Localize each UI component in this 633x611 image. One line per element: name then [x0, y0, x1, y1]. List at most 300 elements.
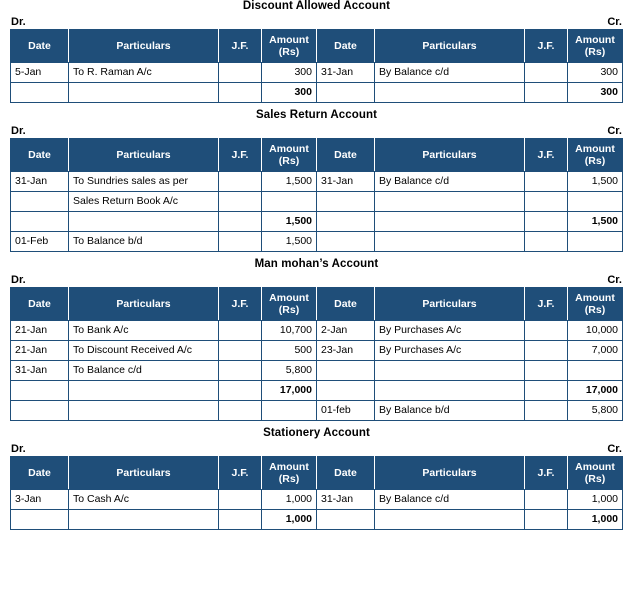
debit-col-date: [11, 30, 69, 63]
cell-amount-credit: [568, 401, 623, 421]
debit-particulars-text: To Sundries sales as per: [73, 175, 188, 187]
ledger-table: [10, 456, 623, 530]
col-header-amount-line1: Amount: [269, 143, 309, 155]
cell-date-debit: [11, 401, 69, 421]
credit-jf-text: [525, 490, 567, 509]
credit-date-text: [317, 381, 374, 400]
credit-col-date: [317, 457, 375, 490]
credit-col-date: [317, 30, 375, 63]
cell-amount-debit: [262, 63, 317, 83]
cell-jf-debit: [219, 490, 262, 510]
credit-jf-text: [525, 321, 567, 340]
credit-particulars-text: [375, 232, 524, 251]
col-header-amount-line2: (Rs): [278, 155, 300, 167]
credit-amount-text: 5,800: [591, 404, 618, 416]
cell-jf-debit: [219, 361, 262, 381]
table-body: [11, 321, 623, 421]
col-header-amount-line2: (Rs): [278, 473, 300, 485]
cell-amount-credit: [568, 212, 623, 232]
account-title: Discount Allowed Account: [242, 0, 391, 12]
debit-amount-text: 1,500: [285, 215, 312, 227]
col-header-particulars-text: Particulars: [116, 298, 171, 310]
col-header-jf-text: J.F.: [537, 467, 555, 479]
credit-col-amount: [568, 30, 623, 63]
credit-amount-text: 1,000: [591, 493, 618, 505]
debit-date-text: 31-Jan: [15, 175, 48, 187]
cell-date-debit: [11, 381, 69, 401]
debit-particulars-text: Sales Return Book A/c: [73, 195, 179, 207]
table-header: [11, 288, 623, 321]
cell-particulars-credit: [375, 401, 525, 421]
credit-particulars-text: [375, 510, 524, 529]
cell-particulars-credit: [375, 381, 525, 401]
credit-col-jf: [525, 457, 568, 490]
credit-date-text: 31-Jan: [321, 66, 354, 78]
cell-date-credit: [317, 341, 375, 361]
credit-date-text: [317, 212, 374, 231]
cell-particulars-debit: [69, 490, 219, 510]
debit-particulars-text: To Bank A/c: [73, 324, 129, 336]
ledger-table: [10, 287, 623, 421]
col-header-amount-line1: Amount: [269, 34, 309, 46]
cell-date-credit: [317, 63, 375, 83]
cell-amount-credit: [568, 490, 623, 510]
col-header-amount-line2: (Rs): [584, 155, 606, 167]
cell-amount-debit: [262, 341, 317, 361]
cell-date-credit: [317, 361, 375, 381]
credit-jf-text: [525, 63, 567, 82]
cr-label: Cr.: [607, 274, 622, 286]
debit-date-text: 3-Jan: [15, 493, 42, 505]
debit-date-text: 01-Feb: [15, 235, 49, 247]
table-row: [11, 321, 623, 341]
account-title: Sales Return Account: [255, 109, 378, 121]
debit-particulars-text: [69, 381, 218, 400]
ledger-account-block: [10, 0, 623, 103]
cell-particulars-debit: [69, 63, 219, 83]
cell-amount-debit: [262, 510, 317, 530]
credit-particulars-text: By Balance b/d: [379, 404, 450, 416]
col-header-amount-line1: Amount: [269, 461, 309, 473]
cell-jf-debit: [219, 83, 262, 103]
table-row: [11, 361, 623, 381]
debit-jf-text: [219, 212, 261, 231]
credit-particulars-text: [375, 361, 524, 380]
dr-cr-labels: [10, 16, 623, 28]
credit-jf-text: [525, 232, 567, 251]
debit-col-amount: [262, 457, 317, 490]
credit-jf-text: [525, 341, 567, 360]
cell-amount-credit: [568, 172, 623, 192]
debit-jf-text: [219, 63, 261, 82]
credit-particulars-text: [375, 381, 524, 400]
credit-col-particulars: [375, 457, 525, 490]
col-header-amount-line2: (Rs): [278, 46, 300, 58]
debit-jf-text: [219, 341, 261, 360]
cell-amount-debit: [262, 490, 317, 510]
table-row: [11, 192, 623, 212]
col-header-jf-text: J.F.: [231, 40, 249, 52]
table-header: [11, 30, 623, 63]
dr-label: Dr.: [11, 443, 26, 455]
debit-amount-text: [262, 192, 316, 211]
col-header-jf-text: J.F.: [231, 149, 249, 161]
cell-particulars-credit: [375, 63, 525, 83]
cell-particulars-credit: [375, 490, 525, 510]
cell-amount-debit: [262, 401, 317, 421]
cell-particulars-debit: [69, 192, 219, 212]
col-header-jf-text: J.F.: [537, 298, 555, 310]
debit-jf-text: [219, 192, 261, 211]
cell-jf-debit: [219, 232, 262, 252]
col-header-particulars-text: Particulars: [116, 467, 171, 479]
debit-jf-text: [219, 510, 261, 529]
col-header-jf-text: J.F.: [537, 40, 555, 52]
cell-amount-debit: [262, 172, 317, 192]
table-body: [11, 490, 623, 530]
cell-date-debit: [11, 341, 69, 361]
table-row: [11, 510, 623, 530]
cell-date-debit: [11, 490, 69, 510]
col-header-date-text: Date: [28, 467, 51, 479]
credit-date-text: [317, 83, 374, 102]
cell-particulars-credit: [375, 361, 525, 381]
cell-date-credit: [317, 172, 375, 192]
debit-date-text: [11, 192, 68, 211]
credit-jf-text: [525, 361, 567, 380]
debit-col-date: [11, 139, 69, 172]
col-header-date-text: Date: [334, 149, 357, 161]
credit-col-amount: [568, 457, 623, 490]
col-header-particulars-text: Particulars: [422, 298, 477, 310]
cell-amount-credit: [568, 192, 623, 212]
debit-amount-text: 1,500: [285, 235, 312, 247]
debit-amount-text: [262, 401, 316, 420]
cell-date-debit: [11, 321, 69, 341]
cell-particulars-credit: [375, 321, 525, 341]
cell-particulars-credit: [375, 172, 525, 192]
credit-date-text: 2-Jan: [321, 324, 348, 336]
cell-date-debit: [11, 83, 69, 103]
cell-amount-debit: [262, 212, 317, 232]
debit-amount-text: 1,500: [285, 175, 312, 187]
cell-amount-debit: [262, 381, 317, 401]
debit-date-text: 21-Jan: [15, 344, 48, 356]
debit-col-jf: [219, 30, 262, 63]
col-header-jf-text: J.F.: [231, 298, 249, 310]
debit-date-text: 5-Jan: [15, 66, 42, 78]
cell-date-credit: [317, 401, 375, 421]
cell-particulars-debit: [69, 510, 219, 530]
debit-amount-text: 1,000: [285, 493, 312, 505]
table-row: [11, 172, 623, 192]
debit-particulars-text: To Balance b/d: [73, 235, 143, 247]
credit-particulars-text: By Balance c/d: [379, 493, 450, 505]
dr-label: Dr.: [11, 125, 26, 137]
col-header-amount-line1: Amount: [575, 461, 615, 473]
debit-col-jf: [219, 288, 262, 321]
col-header-jf-text: J.F.: [537, 149, 555, 161]
cell-jf-credit: [525, 212, 568, 232]
credit-jf-text: [525, 172, 567, 191]
cell-amount-credit: [568, 341, 623, 361]
debit-amount-text: 1,000: [285, 513, 312, 525]
cell-particulars-debit: [69, 341, 219, 361]
debit-jf-text: [219, 361, 261, 380]
credit-date-text: [317, 361, 374, 380]
cell-date-credit: [317, 321, 375, 341]
cell-amount-credit: [568, 63, 623, 83]
ledger-table: [10, 138, 623, 252]
dr-label: Dr.: [11, 16, 26, 28]
cell-particulars-credit: [375, 192, 525, 212]
cell-jf-debit: [219, 510, 262, 530]
debit-col-jf: [219, 457, 262, 490]
debit-col-amount: [262, 30, 317, 63]
credit-amount-text: 10,000: [585, 324, 618, 336]
cell-jf-credit: [525, 232, 568, 252]
col-header-particulars-text: Particulars: [422, 40, 477, 52]
debit-particulars-text: To Discount Received A/c: [73, 344, 193, 356]
debit-col-amount: [262, 288, 317, 321]
credit-col-jf: [525, 30, 568, 63]
debit-date-text: [11, 212, 68, 231]
debit-col-particulars: [69, 139, 219, 172]
col-header-amount-line1: Amount: [269, 292, 309, 304]
cell-date-credit: [317, 83, 375, 103]
table-row: [11, 232, 623, 252]
table-row: [11, 83, 623, 103]
table-row: [11, 63, 623, 83]
cell-jf-credit: [525, 321, 568, 341]
credit-amount-text: [568, 361, 622, 380]
debit-amount-text: 17,000: [279, 384, 312, 396]
credit-date-text: 01-feb: [321, 404, 351, 416]
credit-particulars-text: By Balance c/d: [379, 175, 450, 187]
cell-amount-debit: [262, 192, 317, 212]
cell-particulars-debit: [69, 172, 219, 192]
credit-particulars-text: [375, 192, 524, 211]
cell-jf-debit: [219, 212, 262, 232]
debit-jf-text: [219, 172, 261, 191]
credit-date-text: 31-Jan: [321, 175, 354, 187]
col-header-date-text: Date: [28, 149, 51, 161]
col-header-amount-line2: (Rs): [584, 473, 606, 485]
cell-date-credit: [317, 232, 375, 252]
cell-amount-credit: [568, 321, 623, 341]
credit-amount-text: 1,000: [591, 513, 618, 525]
table-header: [11, 457, 623, 490]
credit-col-particulars: [375, 288, 525, 321]
cell-particulars-credit: [375, 83, 525, 103]
table-header: [11, 139, 623, 172]
cell-particulars-debit: [69, 232, 219, 252]
col-header-amount-line2: (Rs): [584, 46, 606, 58]
cell-amount-credit: [568, 83, 623, 103]
cell-jf-debit: [219, 381, 262, 401]
dr-cr-labels: [10, 274, 623, 286]
cell-jf-credit: [525, 510, 568, 530]
debit-date-text: [11, 401, 68, 420]
cell-amount-credit: [568, 361, 623, 381]
credit-amount-text: 300: [600, 66, 618, 78]
ledger-account-block: [10, 109, 623, 252]
credit-jf-text: [525, 510, 567, 529]
col-header-date-text: Date: [334, 298, 357, 310]
debit-particulars-text: [69, 510, 218, 529]
cell-jf-credit: [525, 63, 568, 83]
col-header-amount-line1: Amount: [575, 143, 615, 155]
cell-particulars-debit: [69, 212, 219, 232]
cell-amount-credit: [568, 381, 623, 401]
cell-amount-debit: [262, 232, 317, 252]
credit-jf-text: [525, 401, 567, 420]
dr-label: Dr.: [11, 274, 26, 286]
col-header-date-text: Date: [334, 40, 357, 52]
cell-amount-debit: [262, 321, 317, 341]
cell-jf-debit: [219, 401, 262, 421]
cell-jf-credit: [525, 490, 568, 510]
cell-jf-credit: [525, 83, 568, 103]
col-header-particulars-text: Particulars: [116, 149, 171, 161]
cr-label: Cr.: [607, 16, 622, 28]
cell-date-debit: [11, 172, 69, 192]
debit-col-particulars: [69, 30, 219, 63]
credit-col-jf: [525, 288, 568, 321]
cell-particulars-debit: [69, 321, 219, 341]
debit-amount-text: 300: [294, 86, 312, 98]
debit-col-date: [11, 457, 69, 490]
cell-particulars-credit: [375, 232, 525, 252]
credit-amount-text: [568, 232, 622, 251]
cell-date-credit: [317, 510, 375, 530]
ledger-account-block: [10, 258, 623, 421]
cr-label: Cr.: [607, 125, 622, 137]
debit-col-particulars: [69, 457, 219, 490]
cell-date-debit: [11, 212, 69, 232]
debit-particulars-text: To Cash A/c: [73, 493, 130, 505]
debit-particulars-text: [69, 212, 218, 231]
cell-particulars-credit: [375, 341, 525, 361]
credit-particulars-text: [375, 212, 524, 231]
debit-particulars-text: [69, 83, 218, 102]
debit-amount-text: 10,700: [279, 324, 312, 336]
ledger-account-block: [10, 427, 623, 530]
table-row: [11, 381, 623, 401]
cr-label: Cr.: [607, 443, 622, 455]
cell-date-debit: [11, 63, 69, 83]
dr-cr-labels: [10, 125, 623, 137]
credit-particulars-text: [375, 83, 524, 102]
credit-col-particulars: [375, 139, 525, 172]
cell-jf-credit: [525, 361, 568, 381]
cell-particulars-debit: [69, 83, 219, 103]
debit-date-text: 21-Jan: [15, 324, 48, 336]
cell-date-debit: [11, 361, 69, 381]
table-body: [11, 172, 623, 252]
debit-particulars-text: [69, 401, 218, 420]
cell-amount-credit: [568, 510, 623, 530]
ledger-table: [10, 29, 623, 103]
credit-col-amount: [568, 139, 623, 172]
debit-jf-text: [219, 321, 261, 340]
table-row: [11, 490, 623, 510]
cell-jf-debit: [219, 172, 262, 192]
credit-col-amount: [568, 288, 623, 321]
credit-date-text: [317, 232, 374, 251]
dr-cr-labels: [10, 443, 623, 455]
col-header-date-text: Date: [334, 467, 357, 479]
cell-amount-debit: [262, 361, 317, 381]
debit-col-date: [11, 288, 69, 321]
cell-amount-debit: [262, 83, 317, 103]
credit-amount-text: 1,500: [591, 175, 618, 187]
col-header-date-text: Date: [28, 40, 51, 52]
credit-jf-text: [525, 83, 567, 102]
cell-date-credit: [317, 212, 375, 232]
cell-particulars-debit: [69, 401, 219, 421]
debit-date-text: [11, 83, 68, 102]
cell-date-credit: [317, 490, 375, 510]
col-header-amount-line1: Amount: [575, 292, 615, 304]
credit-jf-text: [525, 212, 567, 231]
cell-jf-debit: [219, 321, 262, 341]
credit-date-text: [317, 510, 374, 529]
cell-jf-credit: [525, 401, 568, 421]
table-row: [11, 212, 623, 232]
cell-date-credit: [317, 192, 375, 212]
credit-particulars-text: By Purchases A/c: [379, 344, 462, 356]
account-title: Man mohan’s Account: [254, 258, 379, 270]
credit-amount-text: 7,000: [591, 344, 618, 356]
credit-amount-text: 17,000: [585, 384, 618, 396]
cell-amount-credit: [568, 232, 623, 252]
cell-date-debit: [11, 510, 69, 530]
debit-amount-text: 500: [294, 344, 312, 356]
col-header-particulars-text: Particulars: [116, 40, 171, 52]
credit-col-date: [317, 288, 375, 321]
col-header-jf-text: J.F.: [231, 467, 249, 479]
col-header-amount-line2: (Rs): [584, 304, 606, 316]
cell-date-credit: [317, 381, 375, 401]
cell-jf-credit: [525, 341, 568, 361]
cell-particulars-debit: [69, 361, 219, 381]
credit-particulars-text: By Purchases A/c: [379, 324, 462, 336]
debit-jf-text: [219, 490, 261, 509]
credit-amount-text: 1,500: [591, 215, 618, 227]
cell-jf-credit: [525, 192, 568, 212]
debit-amount-text: 5,800: [285, 364, 312, 376]
credit-jf-text: [525, 192, 567, 211]
credit-date-text: 31-Jan: [321, 493, 354, 505]
debit-col-particulars: [69, 288, 219, 321]
debit-jf-text: [219, 401, 261, 420]
debit-col-amount: [262, 139, 317, 172]
credit-amount-text: 300: [600, 86, 618, 98]
cell-date-debit: [11, 232, 69, 252]
credit-jf-text: [525, 381, 567, 400]
debit-col-jf: [219, 139, 262, 172]
credit-col-particulars: [375, 30, 525, 63]
debit-date-text: [11, 381, 68, 400]
credit-date-text: 23-Jan: [321, 344, 354, 356]
credit-col-jf: [525, 139, 568, 172]
debit-date-text: [11, 510, 68, 529]
credit-col-date: [317, 139, 375, 172]
credit-particulars-text: By Balance c/d: [379, 66, 450, 78]
cell-jf-debit: [219, 341, 262, 361]
col-header-date-text: Date: [28, 298, 51, 310]
